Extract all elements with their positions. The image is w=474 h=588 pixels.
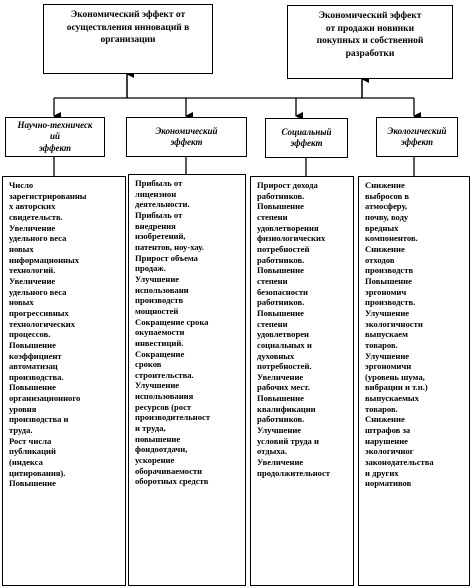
column-social-text: Прирост дохода работников. Повышение степени удовлетворения физиологических потребностей работников. Повышение степени безопасности работников. Повышение степени удовлетворен социальных и духовных потребностей. Увеличение рабочих мест. Повышение квалификации работников. Улучшение условий труда и отдыха. Увеличение продолжительност — [257, 180, 331, 478]
header-economic — [126, 117, 247, 157]
innovation-effect-box — [43, 4, 213, 74]
column-social — [250, 176, 354, 586]
column-scientific-technical-text: Число зарегистрированны х авторских свидетельств. Увеличение удельного веса новых информационных технологий. Увеличение удельного веса новых прогрессивных технологических процессов. Повышение коэффициент автоматизац производства. Повышение организационного уровня производства и труда. Рост числа публикаций (индекса цитирования). Повышение — [9, 180, 87, 489]
sales-effect-box — [287, 5, 453, 79]
header-ecological-label: Экологический эффект — [387, 125, 447, 147]
column-scientific-technical — [2, 176, 126, 586]
column-economic-text: Прибыль от лицензион деятельности. Прибыль от внедрения изобретений, патентов, ноу-хау. Прирост объема продаж. Улучшение использовани производств мощностей Сокращение срока окупаемости инвестиций. Сокращение сроков строительства. Улучшение использования ресурсов (рост производительност и труда, повышение фондоотдачи, ускорение оборачиваемости оборотных средств — [135, 178, 211, 487]
innovation-effect-text: Экономический эффект от осуществления инноваций в организации — [66, 10, 190, 46]
header-economic-label: Экономический эффект — [155, 125, 218, 147]
header-social — [265, 118, 348, 158]
column-ecological — [358, 176, 470, 586]
header-scientific-technical — [5, 117, 105, 157]
header-scientific-technical-label: Научно-техническ ий эффект — [17, 120, 93, 153]
column-economic — [128, 174, 246, 586]
sales-effect-text: Экономический эффект от продажи новинки покупных и собственной разработки — [316, 11, 424, 59]
column-ecological-text: Снижение выбросов в атмосферу, почву, воду вредных компонентов. Снижение отходов производств Повышение эргономич производств. Улучшение экологичности выпускаем товаров. Улучшение эргономичн (уровень шума, вибрации и т.п.) выпускаемых товаров. Снижение штрафов за нарушение экологичног законодательства и других нормативов — [365, 180, 434, 489]
header-ecological — [376, 117, 458, 157]
header-social-label: Социальный эффект — [281, 126, 332, 148]
